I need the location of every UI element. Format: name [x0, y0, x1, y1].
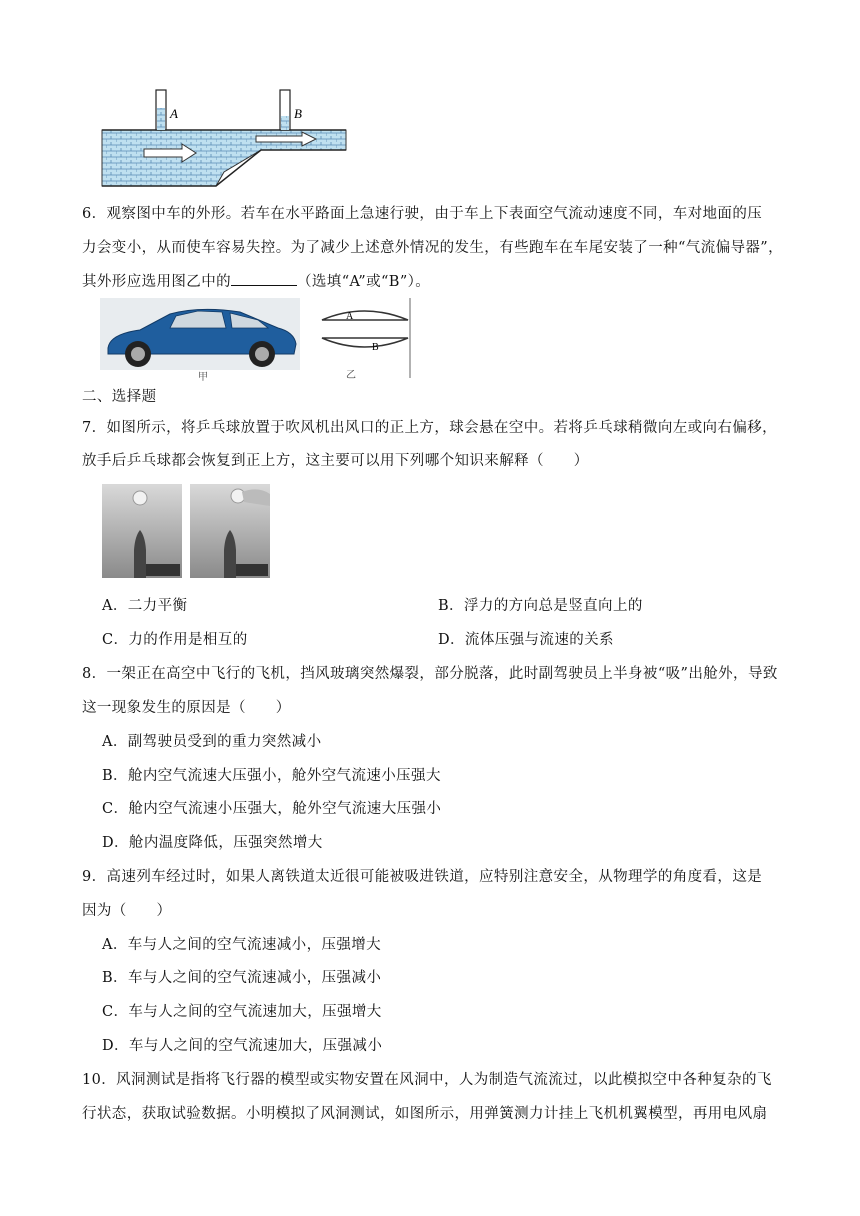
pipe-flow-figure [96, 88, 356, 190]
shape-b-label: B [372, 342, 379, 353]
q6-line-3-post: （选填“A”或“B”）。 [297, 274, 431, 290]
q8-option-b[interactable]: B．舱内空气流速大压强小，舱外空气流速小压强大 [102, 768, 441, 784]
q7-option-a[interactable]: A．二力平衡 [102, 598, 188, 614]
car-figure [100, 298, 300, 382]
section-heading: 二、选择题 [82, 389, 157, 405]
q8-option-c[interactable]: C．舱内空气流速小压强大，舱外空气流速大压强小 [102, 801, 442, 817]
q8-line-1: 8．一架正在高空中飞行的飞机，挡风玻璃突然爆裂，部分脱落，此时副驾驶员上半身被“吸”出舱外，导致 [82, 666, 778, 682]
q8-line-2: 这一现象发生的原因是（ ） [82, 700, 291, 716]
pingpong-dryer-figure [102, 484, 270, 578]
q6-line-3 [82, 271, 430, 292]
q7-option-b[interactable]: B．浮力的方向总是竖直向上的 [438, 598, 643, 614]
q6-line-1: 6．观察图中车的外形。若车在水平路面上急速行驶，由于车上下表面空气流动速度不同，车对地面的压 [82, 206, 763, 222]
q7-line-2: 放手后乒乓球都会恢复到正上方，这主要可以用下列哪个知识来解释（ ） [82, 453, 589, 469]
q8-option-a[interactable]: A．副驾驶员受到的重力突然减小 [102, 734, 322, 750]
fig-jia-label: 甲 [198, 372, 208, 382]
q9-option-c[interactable]: C．车与人之间的空气流速加大，压强增大 [102, 1004, 382, 1020]
q8-option-d[interactable]: D．舱内温度降低，压强突然增大 [102, 835, 323, 851]
tube-a-label: A [170, 106, 178, 121]
q6-line-2: 力会变小，从而使车容易失控。为了减少上述意外情况的发生，有些跑车在车尾安装了一种“气流偏导器”， [82, 240, 784, 256]
shape-a-label: A [346, 311, 354, 322]
q7-option-c[interactable]: C．力的作用是相互的 [102, 632, 248, 648]
q9-option-a[interactable]: A．车与人之间的空气流速减小，压强增大 [102, 937, 382, 953]
deflector-shapes-figure [316, 298, 414, 382]
q10-line-2: 行状态，获取试验数据。小明模拟了风洞测试，如图所示，用弹簧测力计挂上飞机机翼模型，再用电风扇 [82, 1106, 768, 1122]
tube-b-label: B [294, 106, 302, 121]
answer-blank[interactable] [231, 271, 297, 286]
q9-line-2: 因为（ ） [82, 903, 172, 919]
q7-option-d[interactable]: D．流体压强与流速的关系 [438, 632, 614, 648]
q10-line-1: 10．风洞测试是指将飞行器的模型或实物安置在风洞中，人为制造气流流过，以此模拟空中各种复杂的飞 [82, 1072, 772, 1088]
q9-option-b[interactable]: B．车与人之间的空气流速减小，压强减小 [102, 970, 382, 986]
q9-option-d[interactable]: D．车与人之间的空气流速加大，压强减小 [102, 1038, 383, 1054]
q9-line-1: 9．高速列车经过时，如果人离铁道太近很可能被吸进铁道，应特别注意安全，从物理学的角度看，这是 [82, 869, 763, 885]
q7-line-1: 7．如图所示，将乒乓球放置于吹风机出风口的正上方，球会悬在空中。若将乒乓球稍微向左或向右偏移， [82, 420, 778, 436]
q6-line-3-pre: 其外形应选用图乙中的 [82, 274, 231, 290]
fig-yi-label: 乙 [346, 370, 356, 381]
